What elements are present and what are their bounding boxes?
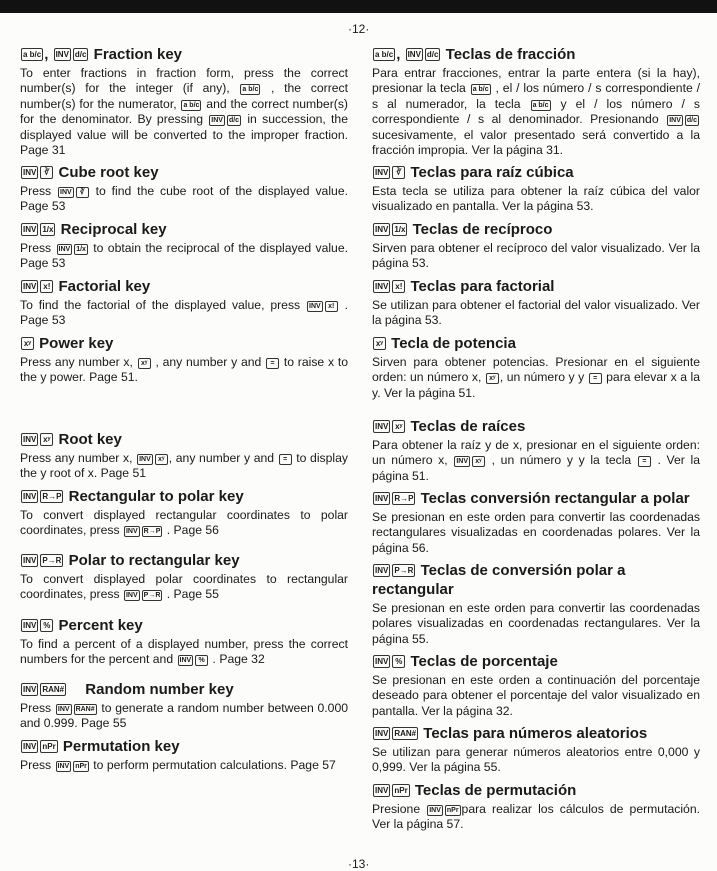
inline-key-icon: xʸ: [155, 454, 168, 465]
calculator-key-icon: a b/c: [375, 50, 394, 59]
section-title: Teclas para raíz cúbica: [406, 164, 574, 181]
section-heading: [20, 430, 348, 449]
left-section-permutation: [20, 737, 348, 773]
section-heading: [20, 45, 348, 64]
body-text: to obtain the reciprocal of the displayed value. Page 53: [20, 241, 348, 271]
body-text: To find a percent of a displayed number, press the correct numbers for the percent and: [20, 637, 348, 667]
calculator-key-icon: xʸ: [40, 433, 53, 446]
inline-key-icon: x!: [325, 301, 338, 312]
section-title: Teclas de conversión polar a rectangular: [372, 562, 626, 598]
section-heading: [372, 220, 700, 239]
section-body: [372, 355, 700, 401]
body-text: Para obtener la raíz y de x, presionar en el siguiente orden: un número x,: [372, 438, 700, 468]
section-body: [20, 66, 348, 158]
calculator-key-icon: INV: [23, 168, 37, 177]
inline-key-icon: a b/c: [242, 86, 259, 94]
calculator-key-icon: d/c: [426, 50, 439, 59]
section-body: [372, 510, 700, 556]
section-title: Polar to rectangular key: [64, 552, 240, 569]
body-text: to generate a random number between 0.000 and 0.999. Page 55: [20, 701, 348, 731]
inline-key-icon: INV: [669, 117, 681, 125]
inline-key-icon: INV: [456, 458, 468, 466]
left-section-random: [20, 680, 348, 732]
body-text: To enter fractions in fraction form, press the correct number(s) for the integer (if any),: [20, 66, 348, 96]
section-title: Tecla de potencia: [387, 335, 516, 352]
section-title: Random number key: [81, 681, 234, 698]
section-body: [20, 451, 348, 482]
left-section-percent: [20, 616, 348, 668]
body-text: . Page 56: [163, 523, 219, 538]
inline-key-icon: INV: [309, 303, 321, 310]
section-title: Root key: [54, 431, 122, 448]
inline-key-icon: a b/c: [532, 101, 549, 109]
inline-key-icon: =: [589, 373, 602, 384]
section-body: [20, 572, 348, 603]
left-section-reciprocal: [20, 220, 348, 272]
calculator-key-icon: INV: [375, 729, 389, 738]
body-text: Se presionan en este orden para convertir las coordenadas polares visualizadas en coordenadas rectangulares. Ver la página 55.: [372, 601, 700, 646]
section-title: Teclas para factorial: [406, 278, 555, 295]
inline-key-icon: RAN#: [75, 706, 95, 713]
section-body: [372, 802, 700, 833]
section-heading: [372, 163, 700, 182]
calculator-key-icon: ∛: [392, 166, 405, 179]
left-section-power: [20, 334, 348, 386]
calculator-key-icon: INV: [375, 422, 389, 431]
calculator-key-icon: INV: [23, 225, 37, 234]
section-title: Teclas para números aleatorios: [419, 725, 648, 742]
inline-key-icon: d/c: [686, 117, 697, 125]
section-title: Permutation key: [58, 738, 180, 755]
body-text: para realizar los cálculos de permutación. Ver la página 57.: [372, 802, 700, 832]
body-text: to perform permutation calculations. Page 57: [89, 758, 336, 772]
calculator-key-icon: INV: [375, 282, 389, 291]
inline-key-icon: xʸ: [486, 373, 499, 384]
inline-key-icon: %: [195, 655, 208, 666]
section-title: Teclas de permutación: [410, 782, 577, 799]
section-body: [20, 241, 348, 272]
calculator-key-icon: INV: [375, 657, 389, 666]
section-title: Rectangular to polar key: [64, 488, 244, 505]
section-body: [372, 673, 700, 719]
left-section-root: [20, 430, 348, 482]
body-text: , any number y and: [168, 451, 278, 465]
right-section-factorial: [372, 277, 700, 329]
section-title: Reciprocal key: [56, 221, 167, 238]
body-text: to raise x to the y power. Page 51.: [20, 355, 349, 385]
left-section-rect-polar: [20, 487, 348, 539]
inline-key-icon: INV: [125, 528, 138, 536]
calculator-key-icon: INV: [23, 742, 37, 751]
body-text: Se presionan en este orden a continuación del porcentaje deseado para obtener el porcentaje del valor visualizado en pantalla. Ver la página 32.: [372, 673, 700, 718]
calculator-key-icon: INV: [375, 225, 389, 234]
inline-key-icon: nPr: [75, 763, 87, 770]
section-body: [372, 298, 700, 329]
body-text: Press any number x,: [20, 355, 137, 369]
right-section-aleatorios: [372, 724, 700, 776]
section-body: [372, 438, 700, 484]
section-body: [20, 637, 348, 668]
inline-key-icon: a b/c: [472, 86, 489, 94]
inline-key-icon: nPr: [446, 807, 459, 814]
section-body: [372, 66, 700, 158]
section-heading: [20, 680, 348, 699]
calculator-key-icon: 1/x: [42, 225, 54, 234]
inline-key-icon: 1/x: [76, 246, 86, 253]
section-title: Percent key: [54, 617, 143, 634]
inline-key-icon: =: [266, 358, 279, 369]
section-body: [20, 758, 348, 773]
section-heading: [372, 277, 700, 296]
calculator-key-icon: xʸ: [392, 420, 405, 433]
calculator-key-icon: INV: [375, 168, 389, 177]
section-heading: [20, 163, 348, 182]
section-body: [372, 601, 700, 647]
right-section-polar-rect: [372, 561, 700, 647]
inline-key-icon: d/c: [228, 117, 240, 125]
calculator-key-icon: INV: [375, 786, 389, 795]
calculator-key-icon: ∛: [40, 166, 53, 179]
body-text: , un número y y la tecla: [485, 453, 637, 468]
calculator-key-icon: INV: [55, 50, 69, 59]
calculator-key-icon: INV: [23, 492, 37, 501]
body-text: sucesivamente, el valor presentado será convertido a la fracción impropia. Ver la página 31.: [372, 127, 700, 158]
inline-key-icon: INV: [60, 189, 72, 196]
section-heading: [20, 487, 348, 506]
left-section-polar-rect: [20, 551, 348, 603]
body-text: Sirven para obtener el recíproco del valor visualizado. Ver la página 53.: [372, 241, 700, 271]
inline-key-icon: INV: [58, 246, 71, 253]
calculator-key-icon: INV: [23, 435, 37, 444]
section-heading: [372, 45, 700, 64]
inline-key-icon: =: [279, 454, 292, 465]
section-title: Power key: [35, 335, 114, 352]
body-text: Presione: [372, 802, 427, 816]
page-number-top: ·12·: [348, 22, 370, 36]
section-title: Fraction key: [89, 46, 183, 63]
inline-key-icon: ∛: [76, 187, 89, 198]
section-heading: [372, 334, 700, 353]
scan-edge: [0, 0, 717, 13]
body-text: , el / los número / s correspondiente / s al numerador, la tecla: [372, 81, 700, 111]
section-heading: [372, 781, 700, 800]
right-section-rect-polar: [372, 489, 700, 556]
calculator-key-icon: nPr: [42, 742, 56, 751]
section-heading: [20, 616, 348, 635]
section-heading: [372, 724, 700, 743]
calculator-key-icon: INV: [375, 566, 389, 575]
calculator-key-icon: RAN#: [42, 685, 65, 694]
section-heading: [20, 737, 348, 756]
calculator-key-icon: INV: [407, 50, 421, 59]
left-section-fraction: [20, 45, 348, 158]
body-text: Se presionan en este orden para convertir las coordenadas rectangulares visualizadas en coordenadas polares. Ver la página 56.: [372, 510, 700, 555]
calculator-key-icon: a b/c: [23, 50, 42, 59]
inline-key-icon: INV: [179, 657, 192, 665]
right-section-permutacion: [372, 781, 700, 833]
calculator-key-icon: %: [392, 655, 405, 668]
right-section-raices: [372, 417, 700, 484]
section-heading: [20, 334, 348, 353]
section-heading: [372, 417, 700, 436]
body-text: To find the factorial of the displayed value, press: [20, 298, 307, 312]
inline-key-icon: =: [638, 456, 651, 467]
body-text: . Ver la página 51.: [372, 453, 700, 483]
section-heading: [372, 489, 700, 508]
key-separator: ,: [396, 46, 405, 63]
calculator-key-icon: xʸ: [373, 337, 386, 350]
section-title: Teclas de fracción: [441, 46, 576, 63]
body-text: , un número y y: [499, 370, 588, 385]
body-text: Press: [20, 241, 56, 255]
inline-key-icon: R→P: [143, 528, 161, 536]
inline-key-icon: P→R: [143, 592, 161, 600]
section-heading: [372, 561, 700, 599]
body-text: Sirven para obtener potencias. Presionar en el siguiente orden: un número x,: [372, 355, 700, 385]
inline-key-icon: INV: [211, 117, 223, 125]
right-section-potencia: [372, 334, 700, 401]
calculator-key-icon: nPr: [394, 786, 408, 795]
body-text: in succession, the displayed value will be converted to the improper fraction. Page 31: [20, 112, 348, 158]
right-section-raiz-cubica: [372, 163, 700, 215]
inline-key-icon: INV: [57, 706, 70, 713]
section-title: Teclas de recíproco: [408, 221, 553, 238]
body-text: y el / los número / s correspondiente / s al denominador. Presionando: [372, 96, 700, 127]
body-text: Se utilizan para generar números aleatorios entre 0,000 y 0,999. Ver la página 55.: [372, 745, 700, 775]
calculator-key-icon: x!: [392, 280, 405, 293]
body-text: To convert displayed polar coordinates to rectangular coordinates, press: [20, 572, 348, 602]
calculator-key-icon: INV: [23, 556, 37, 565]
section-title: Cube root key: [54, 164, 159, 181]
calculator-key-icon: INV: [23, 282, 37, 291]
calculator-key-icon: INV: [375, 494, 389, 503]
calculator-key-icon: d/c: [74, 50, 87, 59]
section-body: [20, 355, 348, 386]
section-heading: [20, 277, 348, 296]
calculator-key-icon: R→P: [42, 492, 62, 501]
body-text: to find the cube root of the displayed value. Page 53: [20, 184, 348, 214]
body-text: Se utilizan para obtener el factorial del valor visualizado. Ver la página 53.: [372, 298, 700, 328]
body-text: Press: [20, 184, 58, 198]
inline-key-icon: xʸ: [472, 456, 485, 467]
body-text: para elevar x a la y. Ver la página 51.: [372, 370, 700, 400]
inline-key-icon: INV: [429, 807, 441, 814]
section-title: Factorial key: [54, 278, 151, 295]
right-section-reciproco: [372, 220, 700, 272]
calculator-key-icon: xʸ: [21, 337, 34, 350]
body-text: To convert displayed rectangular coordinates to polar coordinates, press: [20, 508, 348, 538]
calculator-key-icon: x!: [40, 280, 53, 293]
right-section-porcentaje: [372, 652, 700, 719]
body-text: , any number y and: [151, 355, 266, 369]
calculator-key-icon: R→P: [394, 494, 414, 503]
inline-key-icon: INV: [139, 456, 151, 463]
section-body: [372, 241, 700, 272]
section-heading: [20, 551, 348, 570]
section-body: [20, 184, 348, 215]
right-section-fraccion: [372, 45, 700, 158]
section-body: [20, 701, 348, 732]
section-body: [372, 184, 700, 215]
section-body: [20, 298, 348, 329]
key-separator: ,: [44, 46, 53, 63]
body-text: to display the y root of x. Page 51: [20, 451, 348, 481]
calculator-key-icon: P→R: [42, 556, 62, 565]
section-title: Teclas conversión rectangular a polar: [416, 490, 690, 507]
section-heading: [372, 652, 700, 671]
page-number-bottom: ·13·: [348, 857, 370, 871]
body-text: Esta tecla se utiliza para obtener la raíz cúbica del valor visualizado en pantalla. Ver la página 53.: [372, 184, 700, 214]
body-text: Press any number x,: [20, 451, 137, 465]
section-body: [372, 745, 700, 776]
calculator-key-icon: RAN#: [394, 729, 417, 738]
section-heading: [20, 220, 348, 239]
body-text: . Page 55: [163, 587, 219, 602]
calculator-key-icon: 1/x: [394, 225, 406, 234]
inline-key-icon: a b/c: [183, 101, 200, 109]
body-text: . Page 32: [209, 652, 265, 667]
body-text: and the correct number(s) for the denominator. By pressing: [20, 96, 348, 127]
inline-key-icon: INV: [125, 592, 138, 600]
section-body: [20, 508, 348, 539]
inline-key-icon: xʸ: [138, 358, 151, 369]
left-section-factorial: [20, 277, 348, 329]
inline-key-icon: INV: [57, 763, 70, 770]
calculator-key-icon: INV: [23, 621, 37, 630]
calculator-key-icon: %: [40, 619, 53, 632]
body-text: . Page 53: [20, 298, 348, 328]
section-title: Teclas de raíces: [406, 418, 526, 435]
calculator-key-icon: P→R: [394, 566, 414, 575]
body-text: Press: [20, 758, 55, 772]
calculator-key-icon: INV: [23, 685, 37, 694]
section-title: Teclas de porcentaje: [406, 653, 558, 670]
body-text: Para entrar fracciones, entrar la parte entera (si la hay), presionar la tecla: [372, 66, 700, 96]
body-text: Press: [20, 701, 55, 715]
body-text: , the correct number(s) for the numerator,: [20, 81, 349, 111]
left-section-cube-root: [20, 163, 348, 215]
